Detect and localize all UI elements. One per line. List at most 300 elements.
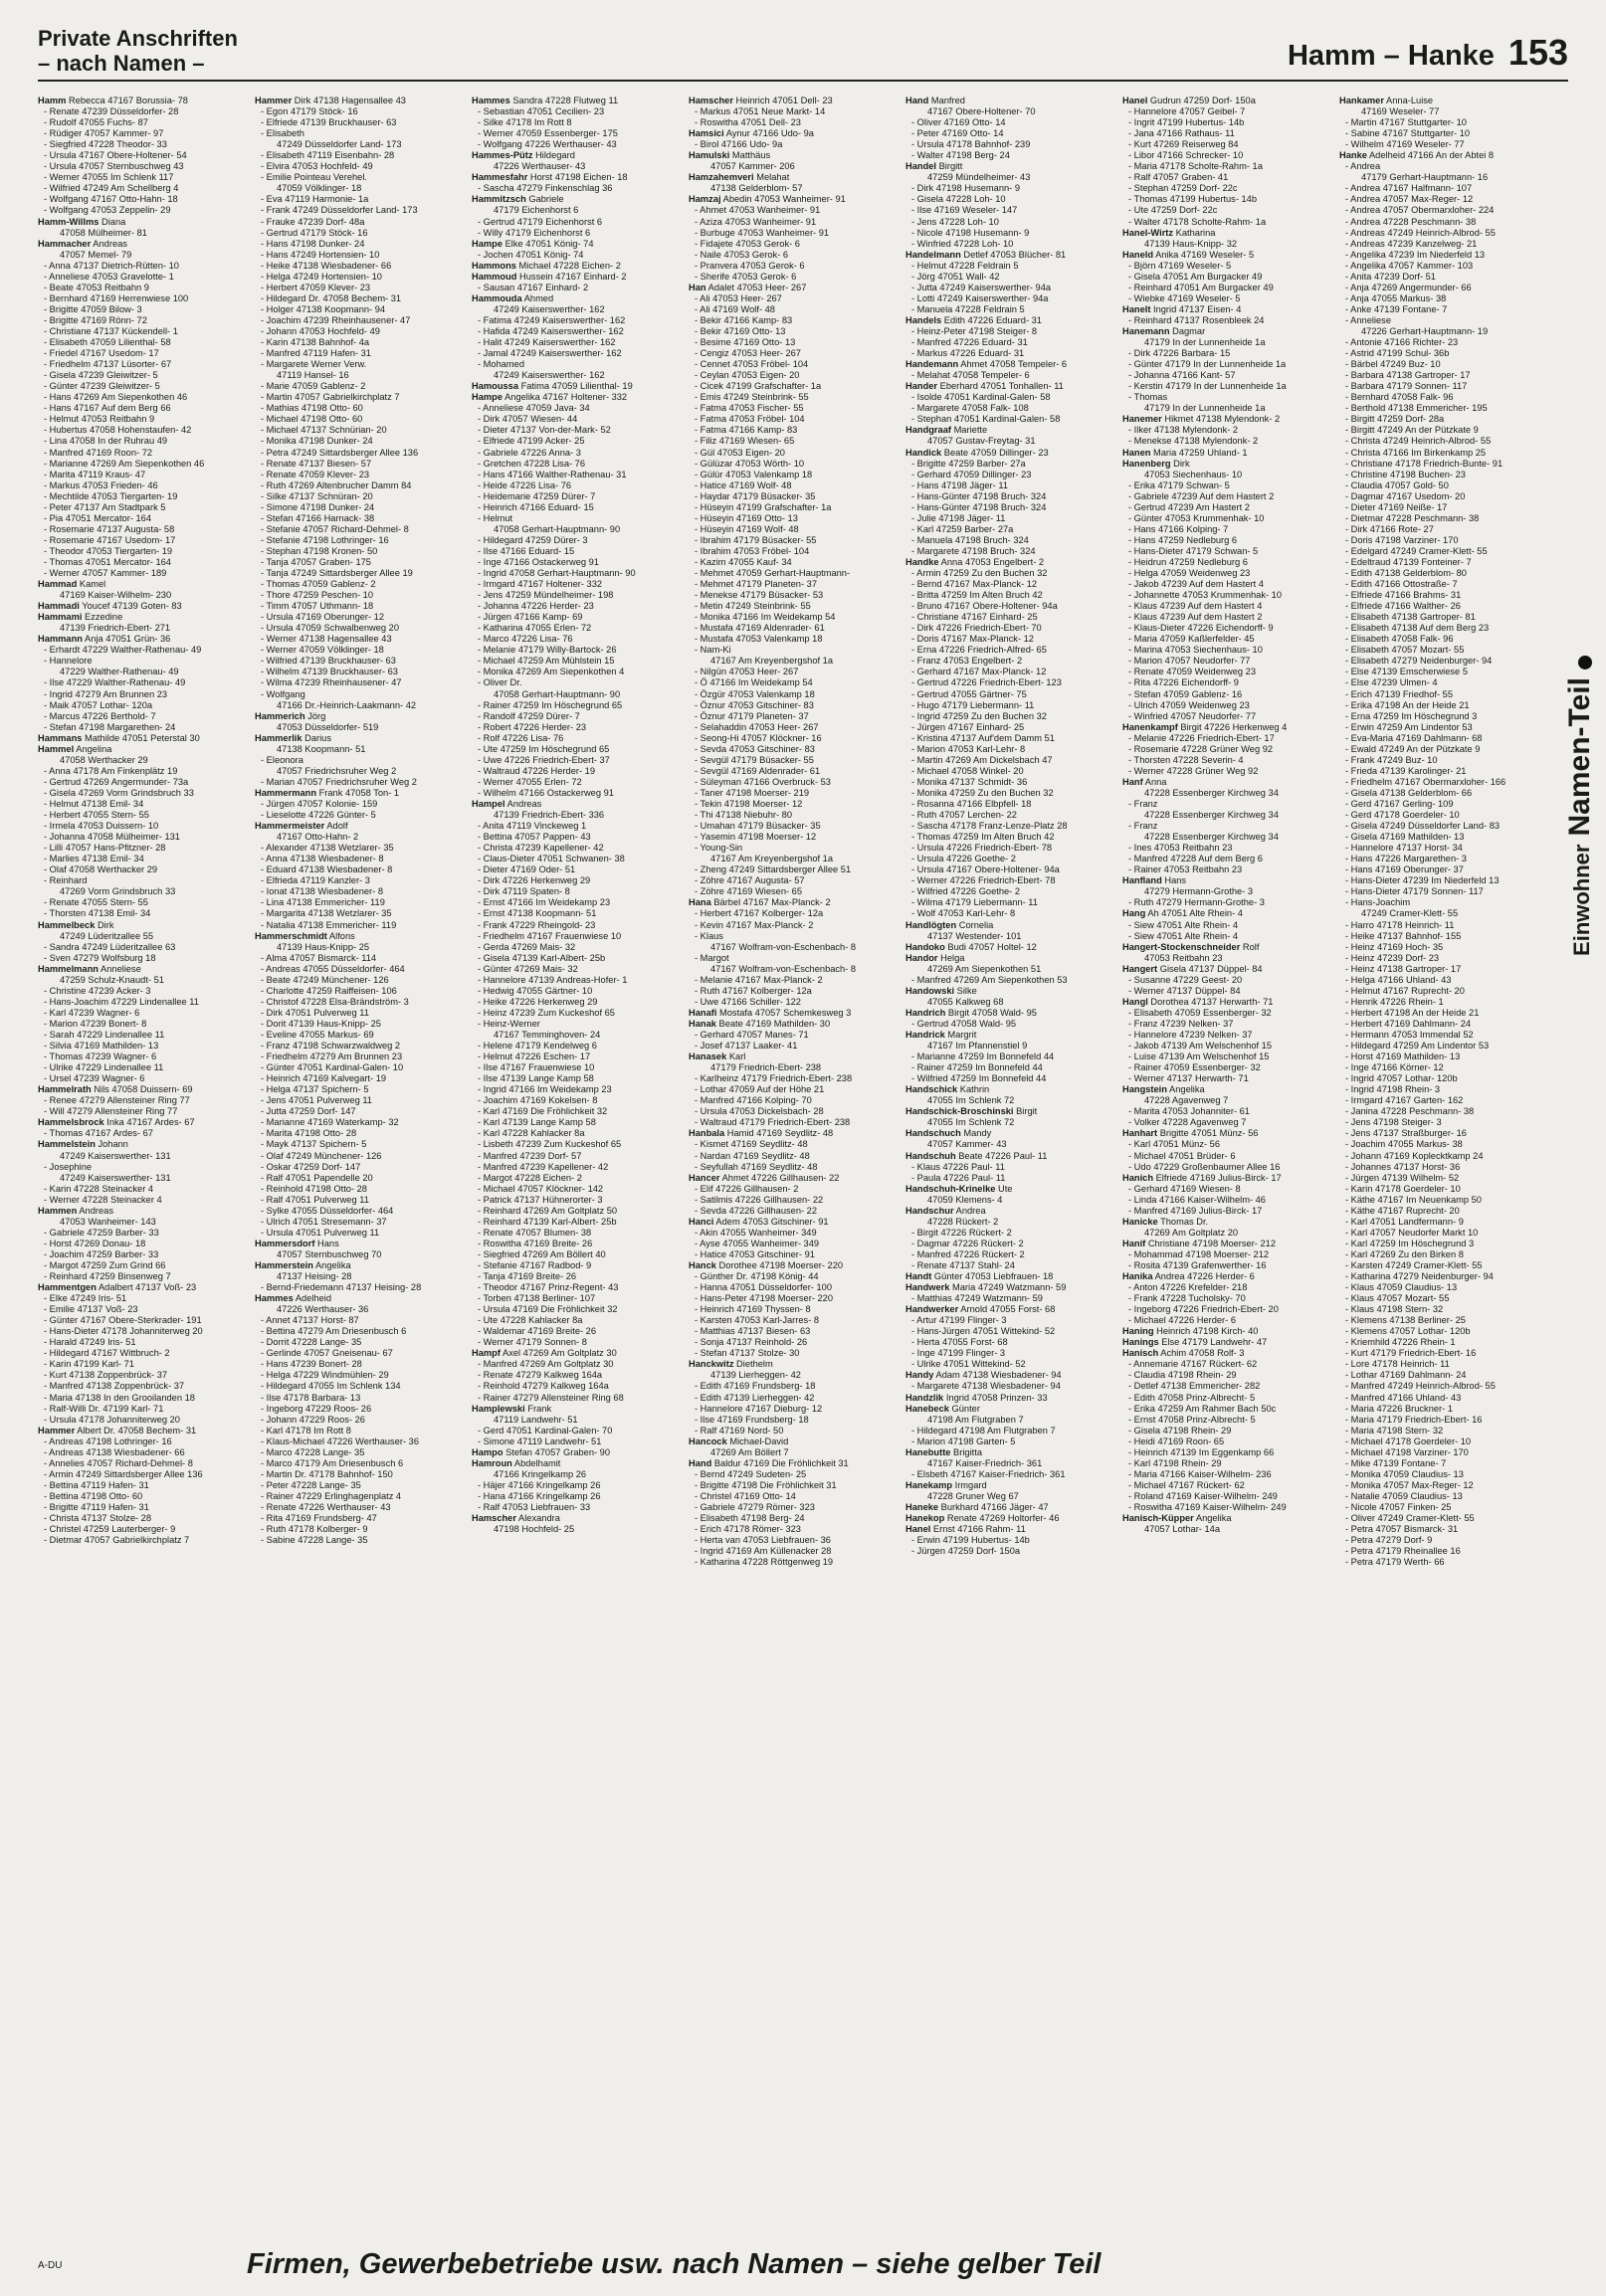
directory-entry: 47059 Klemens- 4 <box>927 1194 1003 1205</box>
directory-entry <box>1339 150 1542 161</box>
directory-entry <box>689 1008 892 1019</box>
directory-entry: - Sarah 47229 Lindenallee 11 <box>44 1029 165 1040</box>
directory-entry: - Hans 47166 Kolping- 7 <box>1128 523 1229 534</box>
directory-entry: - Michael 47057 Klöckner- 142 <box>478 1183 604 1194</box>
directory-entry: - Ulrich 47059 Weidenweg 23 <box>1128 699 1250 710</box>
directory-entry: 47228 Essenberger Kirchweg 34 <box>1144 832 1279 843</box>
directory-entry: - Rainer 47229 Erlinghagenplatz 4 <box>261 1490 402 1501</box>
directory-entry: 47226 Gerhart-Hauptmann- 19 <box>1361 325 1489 336</box>
directory-entry: - Pia 47051 Mercator- 164 <box>44 512 152 523</box>
directory-entry <box>38 1282 241 1293</box>
entry-details: Helga <box>937 952 965 963</box>
directory-entry: - Katharina 47228 Röttgenweg 19 <box>695 1557 834 1568</box>
side-tab-main: Namen-Teil <box>1563 677 1596 837</box>
directory-entry: - Bruno 47167 Obere-Holtener- 94a <box>911 601 1058 612</box>
entry-surname: Hamzahemveri <box>689 172 754 183</box>
directory-entry: - Christa 47137 Stolze- 28 <box>44 1513 152 1524</box>
directory-entry: - Kerstin 47179 In der Lunnenheide 1a <box>1128 381 1287 392</box>
directory-entry: 47259 Mündelheimer- 43 <box>927 172 1031 183</box>
directory-entry: - Manfred 47239 Kapellener- 42 <box>478 1161 609 1172</box>
entry-surname: Hammitzsch <box>472 194 526 205</box>
directory-entry: - Maria 47178 Scholte-Rahm- 1a <box>1128 161 1263 172</box>
directory-entry: - Reinhard 47137 Rosenbleek 24 <box>1128 314 1265 325</box>
directory-entry <box>472 261 675 272</box>
entry-details: Ingrid 47058 Prinzen- 33 <box>943 1392 1048 1403</box>
directory-entry <box>255 788 458 799</box>
entry-surname: Hammann <box>38 634 83 645</box>
directory-entry: - Taner 47198 Moerser- 219 <box>695 787 810 798</box>
directory-entry: - Christof 47228 Elsa-Brändström- 3 <box>261 996 409 1007</box>
entry-details: Johann <box>95 1139 128 1150</box>
directory-entry: - Oliver 47249 Cramer-Klett- 55 <box>1345 1513 1475 1524</box>
directory-entry: - Burbuge 47053 Wanheimer- 91 <box>695 227 830 238</box>
directory-entry: - Horst 47169 Mathilden- 13 <box>1345 1052 1461 1062</box>
directory-entry: - Ralf 47051 Pulverweg 11 <box>261 1194 369 1205</box>
entry-surname: Haneld <box>1122 249 1153 260</box>
directory-entry: - Gabriele 47259 Barber- 33 <box>44 1227 159 1238</box>
directory-entry: - Natalie 47059 Claudius- 13 <box>1345 1490 1463 1501</box>
directory-entry: - Karl 47198 Rhein- 29 <box>1128 1457 1222 1468</box>
directory-entry: - Wilhelm 47169 Weseler- 77 <box>1345 139 1465 150</box>
directory-entry: - Uwe 47226 Friedrich-Ebert- 37 <box>478 754 610 765</box>
entry-details: Edith 47226 Eduard- 31 <box>941 314 1042 325</box>
directory-entry: - Ahmet 47053 Wanheimer- 91 <box>695 205 821 216</box>
directory-entry: - Katharina 47055 Erlen- 72 <box>478 623 592 634</box>
directory-entry: - Friedhelm 47137 Lüsorter- 67 <box>44 359 172 370</box>
directory-entry: - Hildegard 47198 Am Flutgraben 7 <box>911 1425 1056 1435</box>
directory-entry: - Hüseyin 47169 Wolf- 48 <box>695 523 799 534</box>
entry-details: Darius <box>301 732 331 743</box>
directory-entry: - Ingrit 47199 Hubertus- 14b <box>1128 117 1245 128</box>
directory-entry: - Helene 47179 Kendelweg 6 <box>478 1041 597 1052</box>
directory-entry: - Wiebke 47169 Weseler- 5 <box>1128 292 1241 303</box>
directory-entry: - Bettina 47198 Otto- 60 <box>44 1490 143 1501</box>
entry-details: Anna-Luise <box>1383 96 1434 105</box>
directory-entry <box>905 448 1108 459</box>
directory-entry: - Ursula 47226 Goethe- 2 <box>911 854 1016 864</box>
directory-entry: 47249 Kaiserswerther- 131 <box>60 1172 171 1183</box>
entry-surname: Hander <box>905 381 938 392</box>
entry-details: Diana <box>99 216 126 227</box>
directory-entry: - Heinz-Werner <box>478 1018 540 1029</box>
directory-entry: - Jürgen 47057 Kolonie- 159 <box>261 799 378 809</box>
directory-entry: - Bettina 47119 Hafen- 31 <box>44 1479 149 1490</box>
directory-entry: 47249 Kaiserswerther- 162 <box>494 370 605 381</box>
directory-entry: - Detlef 47138 Emmericher- 282 <box>1128 1381 1261 1392</box>
directory-entry: - Zöhre 47167 Augusta- 57 <box>695 875 805 886</box>
directory-entry: - Käthe 47167 Ruprecht- 20 <box>1345 1205 1460 1216</box>
directory-entry: - Petra 47179 Werth- 66 <box>1345 1557 1445 1568</box>
directory-entry: - Margot <box>695 952 729 963</box>
directory-entry <box>1122 1513 1325 1524</box>
directory-entry: - Dieter 47169 Neiße- 17 <box>1345 501 1448 512</box>
directory-entry: - Michael 47259 Am Mühlstein 15 <box>478 656 615 667</box>
directory-entry: - Wolf 47053 Karl-Lehr- 8 <box>911 908 1016 919</box>
directory-entry: - Ines 47053 Reitbahn 23 <box>1128 843 1233 854</box>
directory-entry <box>1122 448 1325 459</box>
entry-surname: Handrick <box>905 1029 945 1040</box>
directory-entry: - Wilfried 47249 Am Schellberg 4 <box>44 183 179 194</box>
directory-entry: - Jens 47198 Steiger- 3 <box>1345 1117 1442 1128</box>
directory-entry: - Olaf 47058 Werthacker 29 <box>44 864 158 875</box>
directory-entry: - Tekin 47198 Moerser- 12 <box>695 799 803 809</box>
directory-entry: - Brigitte 47169 Rönn- 72 <box>44 314 147 325</box>
directory-entry: - Waldemar 47169 Breite- 26 <box>478 1326 597 1337</box>
directory-entry: - Jürgen 47166 Kamp- 69 <box>478 612 583 623</box>
entry-surname: Hamscher <box>472 1513 516 1524</box>
directory-entry: - Franz 47198 Schwarzwaldweg 2 <box>261 1041 401 1052</box>
directory-entry: - Annet 47137 Horst- 87 <box>261 1315 359 1326</box>
directory-entry: - Claus-Dieter 47051 Schwanen- 38 <box>478 854 625 864</box>
directory-entry: - Dirk 47057 Wiesen- 44 <box>478 414 578 425</box>
directory-entry: - Angelika 47057 Kammer- 103 <box>1345 260 1474 271</box>
directory-entry: - Irmela 47053 Duissern- 10 <box>44 821 159 832</box>
entry-surname: Hanak <box>689 1018 716 1029</box>
directory-entry: - Margarete 47198 Bruch- 324 <box>911 545 1036 556</box>
directory-entry: - Annelies 47057 Richard-Dehmel- 8 <box>44 1457 193 1468</box>
directory-entry: - Michael 47051 Brüder- 6 <box>1128 1150 1236 1161</box>
directory-entry: - Claudia 47198 Rhein- 29 <box>1128 1370 1237 1381</box>
entry-details: Maria 47249 Watzmann- 59 <box>949 1282 1067 1293</box>
directory-entry: - Haydar 47179 Büsacker- 35 <box>695 490 816 501</box>
directory-entry <box>689 172 892 183</box>
directory-entry: - Rosanna 47166 Elbpfell- 18 <box>911 799 1032 809</box>
directory-entry: - Christine 47239 Acker- 3 <box>44 985 151 996</box>
directory-entry: - Jochen 47051 König- 74 <box>478 249 584 260</box>
entry-surname: Hammesfahr <box>472 172 528 183</box>
directory-entry: - Filiz 47169 Wiesen- 65 <box>695 436 795 447</box>
directory-entry <box>905 1106 1108 1117</box>
entry-surname: Han <box>689 282 706 292</box>
entry-surname: Hammersdorf <box>255 1238 315 1248</box>
directory-entry: - Heidrun 47259 Nedleburg 6 <box>1128 556 1248 567</box>
directory-entry: - Heinz 47169 Hoch- 35 <box>1345 941 1444 952</box>
directory-entry: - Häjer 47166 Kringelkamp 26 <box>478 1479 601 1490</box>
directory-entry: - Marita 47119 Kraus- 47 <box>44 469 146 479</box>
directory-entry: - Armin 47249 Sittardsberger Allee 136 <box>44 1468 203 1479</box>
directory-entry: - Frank 47249 Düsseldorfer Land- 173 <box>261 205 418 216</box>
directory-entry: - Martin 47167 Stuttgarter- 10 <box>1345 117 1467 128</box>
directory-entry: - Astrid 47199 Schul- 36b <box>1345 348 1450 359</box>
directory-entry: - Marie 47059 Gablenz- 2 <box>261 381 366 392</box>
entry-details: Beate 47226 Paul- 11 <box>955 1150 1048 1161</box>
directory-entry: - Ursula 47169 Oberunger- 12 <box>261 612 385 623</box>
directory-entry: 47055 Im Schlenk 72 <box>927 1117 1015 1128</box>
directory-entry: - Ilker 47138 Mylendonk- 2 <box>1128 425 1239 436</box>
entry-surname: Hammelstein <box>38 1139 96 1150</box>
directory-entry: - Andreas 47138 Wiesbadener- 66 <box>44 1446 185 1457</box>
directory-entry: - Hans 47198 Jäger- 11 <box>911 479 1008 490</box>
directory-entry: - Peter 47137 Am Stadtpark 5 <box>44 501 166 512</box>
directory-entry: - Brigitte 47119 Hafen- 31 <box>44 1502 149 1512</box>
directory-entry: - Sherife 47053 Gerok- 6 <box>695 271 797 282</box>
entry-surname: Handke <box>905 556 939 567</box>
entry-surname: Handschuch <box>905 1128 961 1139</box>
directory-entry: - Hans-Günter 47198 Bruch- 324 <box>911 501 1047 512</box>
directory-entry: - Karl 47259 Barber- 27a <box>911 523 1014 534</box>
directory-entry: - Eveline 47055 Markus- 69 <box>261 1029 374 1040</box>
entry-surname: Handels <box>905 314 942 325</box>
entry-details: Elke 47051 König- 74 <box>502 238 594 249</box>
directory-entry: - Maria 47138 In den Grooilanden 18 <box>44 1392 195 1403</box>
directory-entry: 47055 Kalkweg 68 <box>927 996 1004 1007</box>
directory-entry: - Helga 47166 Uhland- 43 <box>1345 974 1452 985</box>
directory-entry: - Roswitha 47169 Breite- 26 <box>478 1238 593 1248</box>
directory-entry: - Siegfried 47269 Am Böllert 40 <box>478 1248 606 1259</box>
directory-entry: - Ute 47259 Dorf- 22c <box>1128 205 1218 216</box>
directory-entry <box>472 293 675 304</box>
directory-entry: - Christel 47259 Lauterberger- 9 <box>44 1524 176 1535</box>
entry-surname: Hammermeister <box>255 821 325 832</box>
directory-entry: - Stephan 47259 Dorf- 22c <box>1128 183 1238 194</box>
directory-entry: - Dirk 47198 Husemann- 9 <box>911 183 1021 194</box>
entry-details: Birgit <box>1013 1106 1038 1117</box>
directory-entry: - Kristina 47137 Auf'dem Damm 51 <box>911 732 1055 743</box>
directory-entry: 47269 Vorm Grindsbruch 33 <box>60 886 176 897</box>
directory-entry: - Werner 47055 Erlen- 72 <box>478 776 582 787</box>
directory-entry: - Frauke 47239 Dorf- 48a <box>261 216 365 227</box>
bullet-dot-icon <box>1578 656 1592 670</box>
directory-entry: - Robert 47226 Herder- 23 <box>478 721 587 732</box>
entry-surname: Hanemann <box>1122 325 1170 336</box>
directory-entry: - Josephine <box>44 1161 93 1172</box>
directory-entry: 47053 Wanheimer- 143 <box>60 1216 156 1227</box>
directory-entry <box>38 964 241 975</box>
directory-entry: - Björn 47169 Weseler- 5 <box>1128 260 1232 271</box>
entry-details: Gisela 47137 Düppel- 84 <box>1157 963 1263 974</box>
directory-entry: - Inge 47166 Ostackerweg 91 <box>478 556 599 567</box>
entry-details: Alexandra <box>515 1513 560 1524</box>
directory-entry: - Marion 47198 Garten- 5 <box>911 1435 1016 1446</box>
directory-entry: 47167 Im Pfannenstiel 9 <box>927 1041 1028 1052</box>
directory-entry <box>38 733 241 744</box>
directory-entry: - Henrik 47226 Rhein- 1 <box>1345 996 1444 1007</box>
directory-entry: - Wilhelm 47139 Bruckhauser- 63 <box>261 667 398 677</box>
directory-entry <box>38 579 241 590</box>
directory-entry: - Ingrid 47166 Im Weidekamp 23 <box>478 1084 612 1095</box>
directory-entry: 47167 Wolfram-von-Eschenbach- 8 <box>710 941 857 952</box>
directory-entry: - Melahat 47058 Tempeler- 6 <box>911 370 1030 381</box>
directory-entry: - Cicek 47199 Grafschafter- 1a <box>695 381 822 392</box>
directory-entry <box>1122 875 1325 886</box>
directory-entry: - Werner 47228 Grüner Weg 92 <box>1128 765 1259 776</box>
directory-entry: - Oskar 47259 Dorf- 147 <box>261 1161 361 1172</box>
directory-entry: - Markus 47051 Neue Markt- 14 <box>695 106 826 117</box>
directory-entry: 47169 Weseler- 77 <box>1361 106 1440 117</box>
directory-entry: - Gisela 47239 Gleiwitzer- 5 <box>44 370 158 381</box>
directory-entry: - Inge 47199 Flinger- 3 <box>911 1348 1006 1359</box>
directory-entry: - Erwin 47199 Hubertus- 14b <box>911 1535 1030 1546</box>
directory-entry: - Tanja 47057 Graben- 175 <box>261 556 371 567</box>
directory-entry: - Manfred 47169 Roon- 72 <box>44 447 153 458</box>
directory-entry: - Friedhelm 47167 Obermarxloher- 166 <box>1345 776 1506 787</box>
directory-entry: 47228 Essenberger Kirchweg 34 <box>1144 787 1279 798</box>
directory-entry: - Bernd 47249 Sudeten- 25 <box>695 1468 807 1479</box>
directory-entry <box>1122 1326 1325 1337</box>
directory-entry: - Herbert 47198 An der Heide 21 <box>1345 1007 1480 1018</box>
directory-entry: - Christiane 47178 Friedrich-Bunte- 91 <box>1345 458 1504 469</box>
directory-entry: - Ruth 47269 Altenbrucher Damm 84 <box>261 479 412 490</box>
directory-entry: - Stephan 47051 Kardinal-Galen- 58 <box>911 414 1061 425</box>
directory-entry: - Thomas 47167 Ardes- 67 <box>44 1128 153 1139</box>
directory-entry: - Martin Dr. 47178 Bahnhof- 150 <box>261 1468 393 1479</box>
directory-entry <box>1122 228 1325 239</box>
directory-entry <box>1122 326 1325 337</box>
directory-entry: - Marion 47239 Bonert- 8 <box>44 1018 147 1029</box>
directory-entry: - Patrick 47137 Hühnerorter- 3 <box>478 1194 603 1205</box>
directory-entry: - Ayse 47055 Wanheimer- 349 <box>695 1238 820 1248</box>
directory-entry: - Bernd 47167 Max-Planck- 12 <box>911 579 1038 590</box>
directory-entry: - Werner 47226 Friedrich-Ebert- 78 <box>911 875 1056 886</box>
directory-entry: - Ali 47169 Wolf- 48 <box>695 303 775 314</box>
directory-entry: - Ulrike 47051 Wittekind- 52 <box>911 1359 1026 1370</box>
directory-entry: - Ute 47259 Im Höschegrund 65 <box>478 743 610 754</box>
directory-entry <box>905 1008 1108 1019</box>
directory-entry: - Manfred 47138 Zoppenbrück- 37 <box>44 1381 185 1392</box>
directory-entry: - Karl 47239 Wagner- 6 <box>44 1007 140 1018</box>
directory-entry: - Hugo 47179 Liebermann- 11 <box>911 699 1035 710</box>
directory-entry: - Kazim 47055 Kauf- 34 <box>695 556 792 567</box>
directory-entry: - Christa 47239 Kapellener- 42 <box>478 843 604 854</box>
directory-entry: - Ingeborg 47229 Roos- 26 <box>261 1403 372 1414</box>
directory-entry <box>689 194 892 205</box>
directory-entry: - Thomas 47051 Mercator- 164 <box>44 556 171 567</box>
directory-entry: - Ilse 47169 Weseler- 147 <box>911 205 1018 216</box>
directory-entry: - Erich 47139 Friedhof- 55 <box>1345 688 1454 699</box>
entry-details: Eberhard 47051 Tonhallen- 11 <box>937 381 1064 392</box>
directory-entry: - Frieda 47139 Karolinger- 21 <box>1345 765 1467 776</box>
entry-surname: Handor <box>905 952 938 963</box>
directory-entry: - Heike 47138 Wiesbadener- 66 <box>261 260 392 271</box>
directory-entry: - Siew 47051 Alte Rhein- 4 <box>1128 930 1239 941</box>
directory-entry: - Klaus 47057 Mozart- 55 <box>1345 1293 1450 1304</box>
directory-entry: - Seong-Hi 47057 Klöckner- 16 <box>695 732 822 743</box>
directory-entry: - Franz 47239 Nelken- 37 <box>1128 1018 1234 1029</box>
directory-entry: - Menekse 47138 Mylendonk- 2 <box>1128 436 1259 447</box>
directory-entry: - Manfred 47166 Uhland- 43 <box>1345 1392 1462 1403</box>
entry-surname: Hand <box>905 96 929 105</box>
entry-surname: Hammami <box>38 612 83 623</box>
directory-entry: - Elisabeth 47138 Gartroper- 81 <box>1345 612 1476 623</box>
entry-details: Adam 47138 Wiesbadener- 94 <box>933 1370 1062 1381</box>
entry-surname: Handschuh <box>905 1150 956 1161</box>
directory-entry: - Michael 47198 Otto- 60 <box>261 414 363 425</box>
directory-entry: 47058 Gerhart-Hauptmann- 90 <box>494 688 621 699</box>
directory-entry: - Petra 47249 Sittardsberger Allee 136 <box>261 447 419 458</box>
directory-entry: - Anna 47178 Am Finkenplätz 19 <box>44 765 178 776</box>
entry-surname: Handgraaf <box>905 425 951 436</box>
directory-entry: 47198 Am Flutgraben 7 <box>927 1414 1024 1425</box>
directory-entry: - Eleonora <box>261 754 303 765</box>
directory-entry: - Gertrud 47055 Gärtner- 75 <box>911 688 1027 699</box>
entry-details: Christiane 47198 Moerser- 212 <box>1145 1238 1276 1248</box>
directory-entry: - Dietmar 47228 Peschmann- 38 <box>1345 512 1480 523</box>
directory-entry: - Klemens 47138 Berliner- 25 <box>1345 1315 1466 1326</box>
directory-entry: - Elisabeth 47119 Eisenbahn- 28 <box>261 150 395 161</box>
directory-entry <box>689 1359 892 1370</box>
entry-surname: Hammer <box>38 1425 76 1435</box>
directory-entry: 47249 Kaiserswerther- 131 <box>60 1150 171 1161</box>
directory-entry: - Klaus-Dieter 47226 Eichendorff- 9 <box>1128 623 1274 634</box>
directory-entry <box>905 425 1108 436</box>
directory-entry: 47137 Heising- 28 <box>277 1271 352 1282</box>
directory-entry: - Günter 47179 In der Lunnenheide 1a <box>1128 359 1287 370</box>
directory-entry: - Manfred 47169 Julius-Birck- 17 <box>1128 1205 1263 1216</box>
directory-entry: - Maria 47166 Kaiser-Wilhelm- 236 <box>1128 1468 1272 1479</box>
directory-entry: - Eva-Maria 47169 Dahlmann- 68 <box>1345 732 1483 743</box>
directory-entry: 47057 Sternbuschweg 70 <box>277 1248 382 1259</box>
entry-details: Anja 47051 Grün- 36 <box>82 634 171 645</box>
directory-entry <box>38 217 241 228</box>
directory-entry: - Elisabeth 47059 Essenberger- 32 <box>1128 1007 1272 1018</box>
directory-entry: - Gerhard 47057 Manes- 71 <box>695 1029 809 1040</box>
directory-entry: - Peter 47169 Otto- 14 <box>911 128 1004 139</box>
entry-surname: Hana <box>689 897 711 908</box>
directory-entry: - Matthias 47249 Watzmann- 59 <box>911 1293 1043 1304</box>
directory-entry <box>1122 304 1325 315</box>
directory-entry: - Johannes 47137 Horst- 36 <box>1345 1161 1461 1172</box>
directory-entry: - Hildegard 47167 Wittbruch- 2 <box>44 1348 170 1359</box>
directory-entry: - Helmut 47053 Reitbahn 9 <box>44 414 155 425</box>
directory-entry: - Werner 47138 Hagensallee 43 <box>261 634 392 645</box>
directory-entry: - Oliver 47169 Otto- 14 <box>911 117 1006 128</box>
directory-entry: - Stefan 47059 Gablenz- 16 <box>1128 688 1243 699</box>
directory-entry: - Ruth 47057 Lerchen- 22 <box>911 810 1017 821</box>
directory-entry: 47119 Landwehr- 51 <box>494 1414 578 1425</box>
directory-entry: - Günter 47239 Gleiwitzer- 5 <box>44 381 160 392</box>
directory-entry: - Gretchen 47228 Lisa- 76 <box>478 458 586 469</box>
entry-details: Irmgard <box>952 1479 987 1490</box>
entry-surname: Hammerstein <box>255 1259 313 1270</box>
directory-entry: - Ilse 47139 Lange Kamp 58 <box>478 1073 594 1084</box>
directory-entry: - Stefanie 47057 Richard-Dehmel- 8 <box>261 523 409 534</box>
directory-entry <box>38 1084 241 1095</box>
directory-entry <box>905 942 1108 953</box>
directory-entry: - Andreas 47239 Kanzelweg- 21 <box>1345 238 1478 249</box>
directory-entry: - Hans-Jürgen 47051 Wittekind- 52 <box>911 1326 1056 1337</box>
directory-entry: - Johann 47229 Roos- 26 <box>261 1414 365 1425</box>
directory-entry: - Luise 47139 Am Welschenhof 15 <box>1128 1052 1270 1062</box>
directory-entry <box>905 250 1108 261</box>
directory-entry: - Renate 47239 Düsseldorfer- 28 <box>44 106 179 117</box>
entry-surname: Hanci <box>689 1216 714 1227</box>
directory-entry: - Renate 47059 Weidenweg 23 <box>1128 667 1257 677</box>
directory-entry: - Jutta 47259 Dorf- 147 <box>261 1106 356 1117</box>
directory-entry: - Wolfgang <box>261 688 305 699</box>
directory-entry: - Hans-Peter 47198 Moerser- 220 <box>695 1293 834 1304</box>
directory-entry <box>689 283 892 293</box>
directory-entry: - Helmut 47138 Emil- 34 <box>44 799 144 809</box>
directory-entry <box>255 1239 458 1249</box>
directory-entry: - Roswitha 47169 Kaiser-Wilhelm- 249 <box>1128 1502 1287 1512</box>
directory-entry: - Hüseyin 47199 Grafschafter- 1a <box>695 501 832 512</box>
directory-entry: - Ralf 47169 Nord- 50 <box>695 1425 784 1435</box>
directory-entry: - Herbert 47167 Kolberger- 12a <box>695 908 824 919</box>
entry-details: Renate 47269 Holtorfer- 46 <box>944 1513 1060 1524</box>
directory-entry: - Hannelore <box>44 656 93 667</box>
entry-details: Brigitta <box>950 1446 982 1457</box>
page-header <box>38 22 1568 78</box>
directory-entry <box>905 920 1108 931</box>
entry-surname: Hanisch-Küpper <box>1122 1513 1194 1524</box>
directory-entry: - Thomas 47059 Gablenz- 2 <box>261 579 376 590</box>
directory-entry: - Gisela 47051 Am Burgacker 49 <box>1128 271 1263 282</box>
entry-surname: Handelmann <box>905 249 961 260</box>
directory-entry: - Ursula 47178 Johanniterweg 20 <box>44 1414 180 1425</box>
directory-entry: - Elfriede 47139 Bruckhauser- 63 <box>261 117 397 128</box>
directory-entry: - Thi 47138 Niebuhr- 80 <box>695 810 793 821</box>
directory-entry: - Andreas 47055 Düsseldorfer- 464 <box>261 963 405 974</box>
